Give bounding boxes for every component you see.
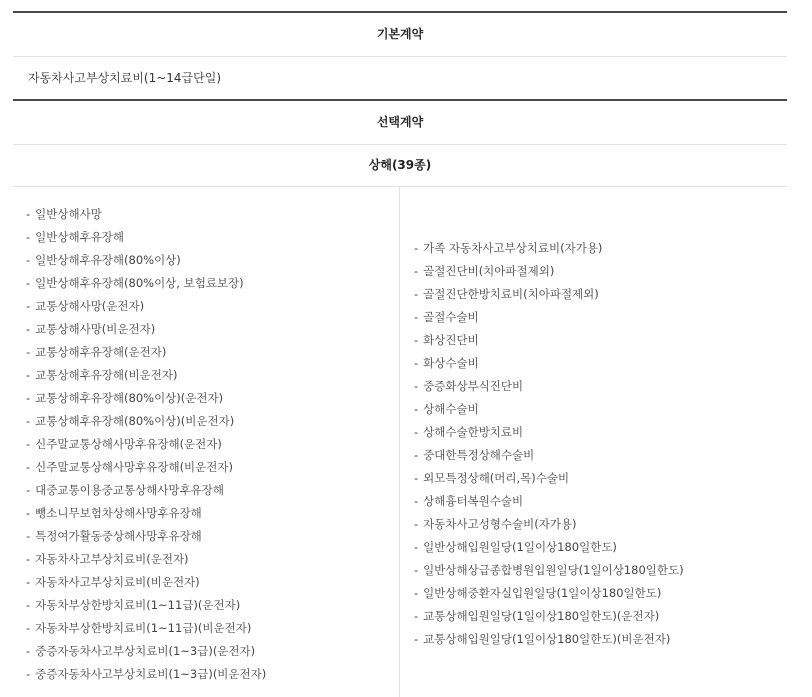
bullet-dash: - (26, 529, 31, 543)
bullet-dash: - (414, 632, 419, 646)
coverage-item-label: 특정여가활동중상해사망후유장해 (35, 529, 202, 543)
coverage-item-label: 신주말교통상해사망후유장해(운전자) (35, 437, 222, 451)
coverage-item-label: 골절수술비 (423, 310, 479, 324)
bullet-dash: - (26, 391, 31, 405)
coverage-item (26, 479, 399, 502)
coverage-item (26, 594, 399, 617)
coverage-item-label: 일반상해중환자실입원일당(1일이상180일한도) (423, 586, 662, 600)
bullet-dash: - (414, 356, 419, 370)
basic-contract-item-label: 자동차사고부상치료비(1~14급단일) (28, 71, 222, 85)
coverage-item (26, 364, 399, 387)
bullet-dash: - (26, 253, 31, 267)
coverage-item (26, 548, 399, 571)
bullet-dash: - (414, 471, 419, 485)
coverage-item (414, 352, 787, 375)
bullet-dash: - (414, 586, 419, 600)
optional-contract-title: 선택계약 (376, 115, 424, 129)
coverage-item-label: 일반상해입원일당(1일이상180일한도) (423, 540, 617, 554)
coverage-item-label: 교통상해후유장해(비운전자) (35, 368, 178, 382)
bullet-dash: - (414, 563, 419, 577)
coverage-item (414, 283, 787, 306)
coverage-item-label: 중대한특정상해수술비 (423, 448, 535, 462)
coverage-columns (13, 186, 787, 697)
bullet-dash: - (26, 276, 31, 290)
left-coverage-list (13, 187, 399, 686)
right-column (400, 187, 787, 697)
coverage-item-label: 외모특정상해(머리,목)수술비 (423, 471, 570, 485)
bullet-dash: - (414, 310, 419, 324)
bullet-dash: - (26, 345, 31, 359)
coverage-item (414, 582, 787, 605)
coverage-item-label: 교통상해입원일당(1일이상180일한도)(비운전자) (423, 632, 671, 646)
left-column (13, 187, 400, 697)
bullet-dash: - (414, 264, 419, 278)
coverage-item (26, 410, 399, 433)
coverage-item-label: 일반상해후유장해 (35, 230, 125, 244)
coverage-item (26, 640, 399, 663)
coverage-item-label: 골절진단비(치아파절제외) (423, 264, 555, 278)
coverage-item (26, 502, 399, 525)
coverage-item-label: 일반상해후유장해(80%이상, 보험료보장) (35, 276, 244, 290)
coverage-item (26, 341, 399, 364)
coverage-item-label: 일반상해사망 (35, 207, 102, 221)
coverage-item-label: 중증화상부식진단비 (423, 379, 524, 393)
coverage-item (414, 467, 787, 490)
coverage-item (26, 433, 399, 456)
coverage-item-label: 교통상해사망(운전자) (35, 299, 145, 313)
optional-contract-header (13, 99, 787, 144)
bullet-dash: - (26, 414, 31, 428)
bullet-dash: - (26, 667, 31, 681)
bullet-dash: - (26, 207, 31, 221)
coverage-item (414, 260, 787, 283)
coverage-item (26, 295, 399, 318)
bullet-dash: - (26, 460, 31, 474)
coverage-item-label: 자동차사고성형수술비(자가용) (423, 517, 577, 531)
bullet-dash: - (26, 621, 31, 635)
coverage-item (414, 605, 787, 628)
bullet-dash: - (414, 609, 419, 623)
bullet-dash: - (414, 241, 419, 255)
coverage-item (414, 444, 787, 467)
bullet-dash: - (26, 483, 31, 497)
category-title: 상해(39종) (368, 158, 432, 172)
bullet-dash: - (414, 402, 419, 416)
coverage-item-label: 상해수술비 (423, 402, 479, 416)
coverage-item (26, 525, 399, 548)
coverage-item-label: 화상수술비 (423, 356, 479, 370)
coverage-item (26, 571, 399, 594)
bullet-dash: - (26, 552, 31, 566)
coverage-item (414, 513, 787, 536)
bullet-dash: - (26, 368, 31, 382)
coverage-item (26, 318, 399, 341)
coverage-item-label: 가족 자동차사고부상치료비(자가용) (423, 241, 603, 255)
coverage-item-label: 뺑소니무보험차상해사망후유장해 (35, 506, 202, 520)
coverage-item-label: 중증자동차사고부상치료비(1~3급)(운전자) (35, 644, 256, 658)
coverage-item-label: 화상진단비 (423, 333, 479, 347)
coverage-item (414, 329, 787, 352)
coverage-item (414, 536, 787, 559)
coverage-item (26, 663, 399, 686)
bullet-dash: - (414, 448, 419, 462)
bullet-dash: - (414, 517, 419, 531)
bullet-dash: - (26, 575, 31, 589)
bullet-dash: - (26, 644, 31, 658)
coverage-item (414, 490, 787, 513)
bullet-dash: - (26, 598, 31, 612)
coverage-item-label: 일반상해상급종합병원입원일당(1일이상180일한도) (423, 563, 684, 577)
bullet-dash: - (26, 230, 31, 244)
coverage-item (414, 559, 787, 582)
coverage-item-label: 자동차사고부상치료비(운전자) (35, 552, 189, 566)
bullet-dash: - (26, 437, 31, 451)
coverage-item-label: 자동차사고부상치료비(비운전자) (35, 575, 200, 589)
coverage-item (414, 375, 787, 398)
coverage-item-label: 교통상해후유장해(운전자) (35, 345, 167, 359)
coverage-item (414, 306, 787, 329)
coverage-item-label: 자동차부상한방치료비(1~11급)(운전자) (35, 598, 241, 612)
coverage-item-label: 골절진단한방치료비(치아파절제외) (423, 287, 599, 301)
coverage-item-label: 중증자동차사고부상치료비(1~3급)(비운전자) (35, 667, 267, 681)
coverage-item (414, 237, 787, 260)
coverage-item-label: 교통상해후유장해(80%이상)(비운전자) (35, 414, 235, 428)
basic-contract-title: 기본계약 (376, 27, 424, 41)
coverage-item (26, 249, 399, 272)
coverage-item-label: 교통상해입원일당(1일이상180일한도)(운전자) (423, 609, 660, 623)
coverage-item (26, 203, 399, 226)
coverage-item (414, 398, 787, 421)
bullet-dash: - (414, 287, 419, 301)
coverage-table (13, 11, 787, 697)
coverage-item-label: 교통상해후유장해(80%이상)(운전자) (35, 391, 224, 405)
coverage-item (26, 226, 399, 249)
coverage-item-label: 신주말교통상해사망후유장해(비운전자) (35, 460, 233, 474)
coverage-item-label: 상해수술한방치료비 (423, 425, 524, 439)
bullet-dash: - (414, 333, 419, 347)
coverage-item (414, 628, 787, 651)
coverage-item (414, 421, 787, 444)
bullet-dash: - (414, 379, 419, 393)
coverage-item (26, 617, 399, 640)
basic-contract-header (13, 11, 787, 56)
category-header (13, 144, 787, 186)
coverage-item (26, 387, 399, 410)
bullet-dash: - (414, 494, 419, 508)
coverage-item-label: 일반상해후유장해(80%이상) (35, 253, 181, 267)
coverage-item-label: 대중교통이용중교통상해사망후유장해 (35, 483, 225, 497)
right-coverage-list (400, 187, 787, 651)
bullet-dash: - (26, 506, 31, 520)
bullet-dash: - (414, 540, 419, 554)
coverage-item (26, 456, 399, 479)
coverage-item-label: 상해흉터복원수술비 (423, 494, 524, 508)
bullet-dash: - (26, 322, 31, 336)
bullet-dash: - (26, 299, 31, 313)
coverage-item-label: 자동차부상한방치료비(1~11급)(비운전자) (35, 621, 252, 635)
coverage-item-label: 교통상해사망(비운전자) (35, 322, 156, 336)
coverage-item (26, 272, 399, 295)
basic-contract-item (13, 56, 787, 99)
bullet-dash: - (414, 425, 419, 439)
